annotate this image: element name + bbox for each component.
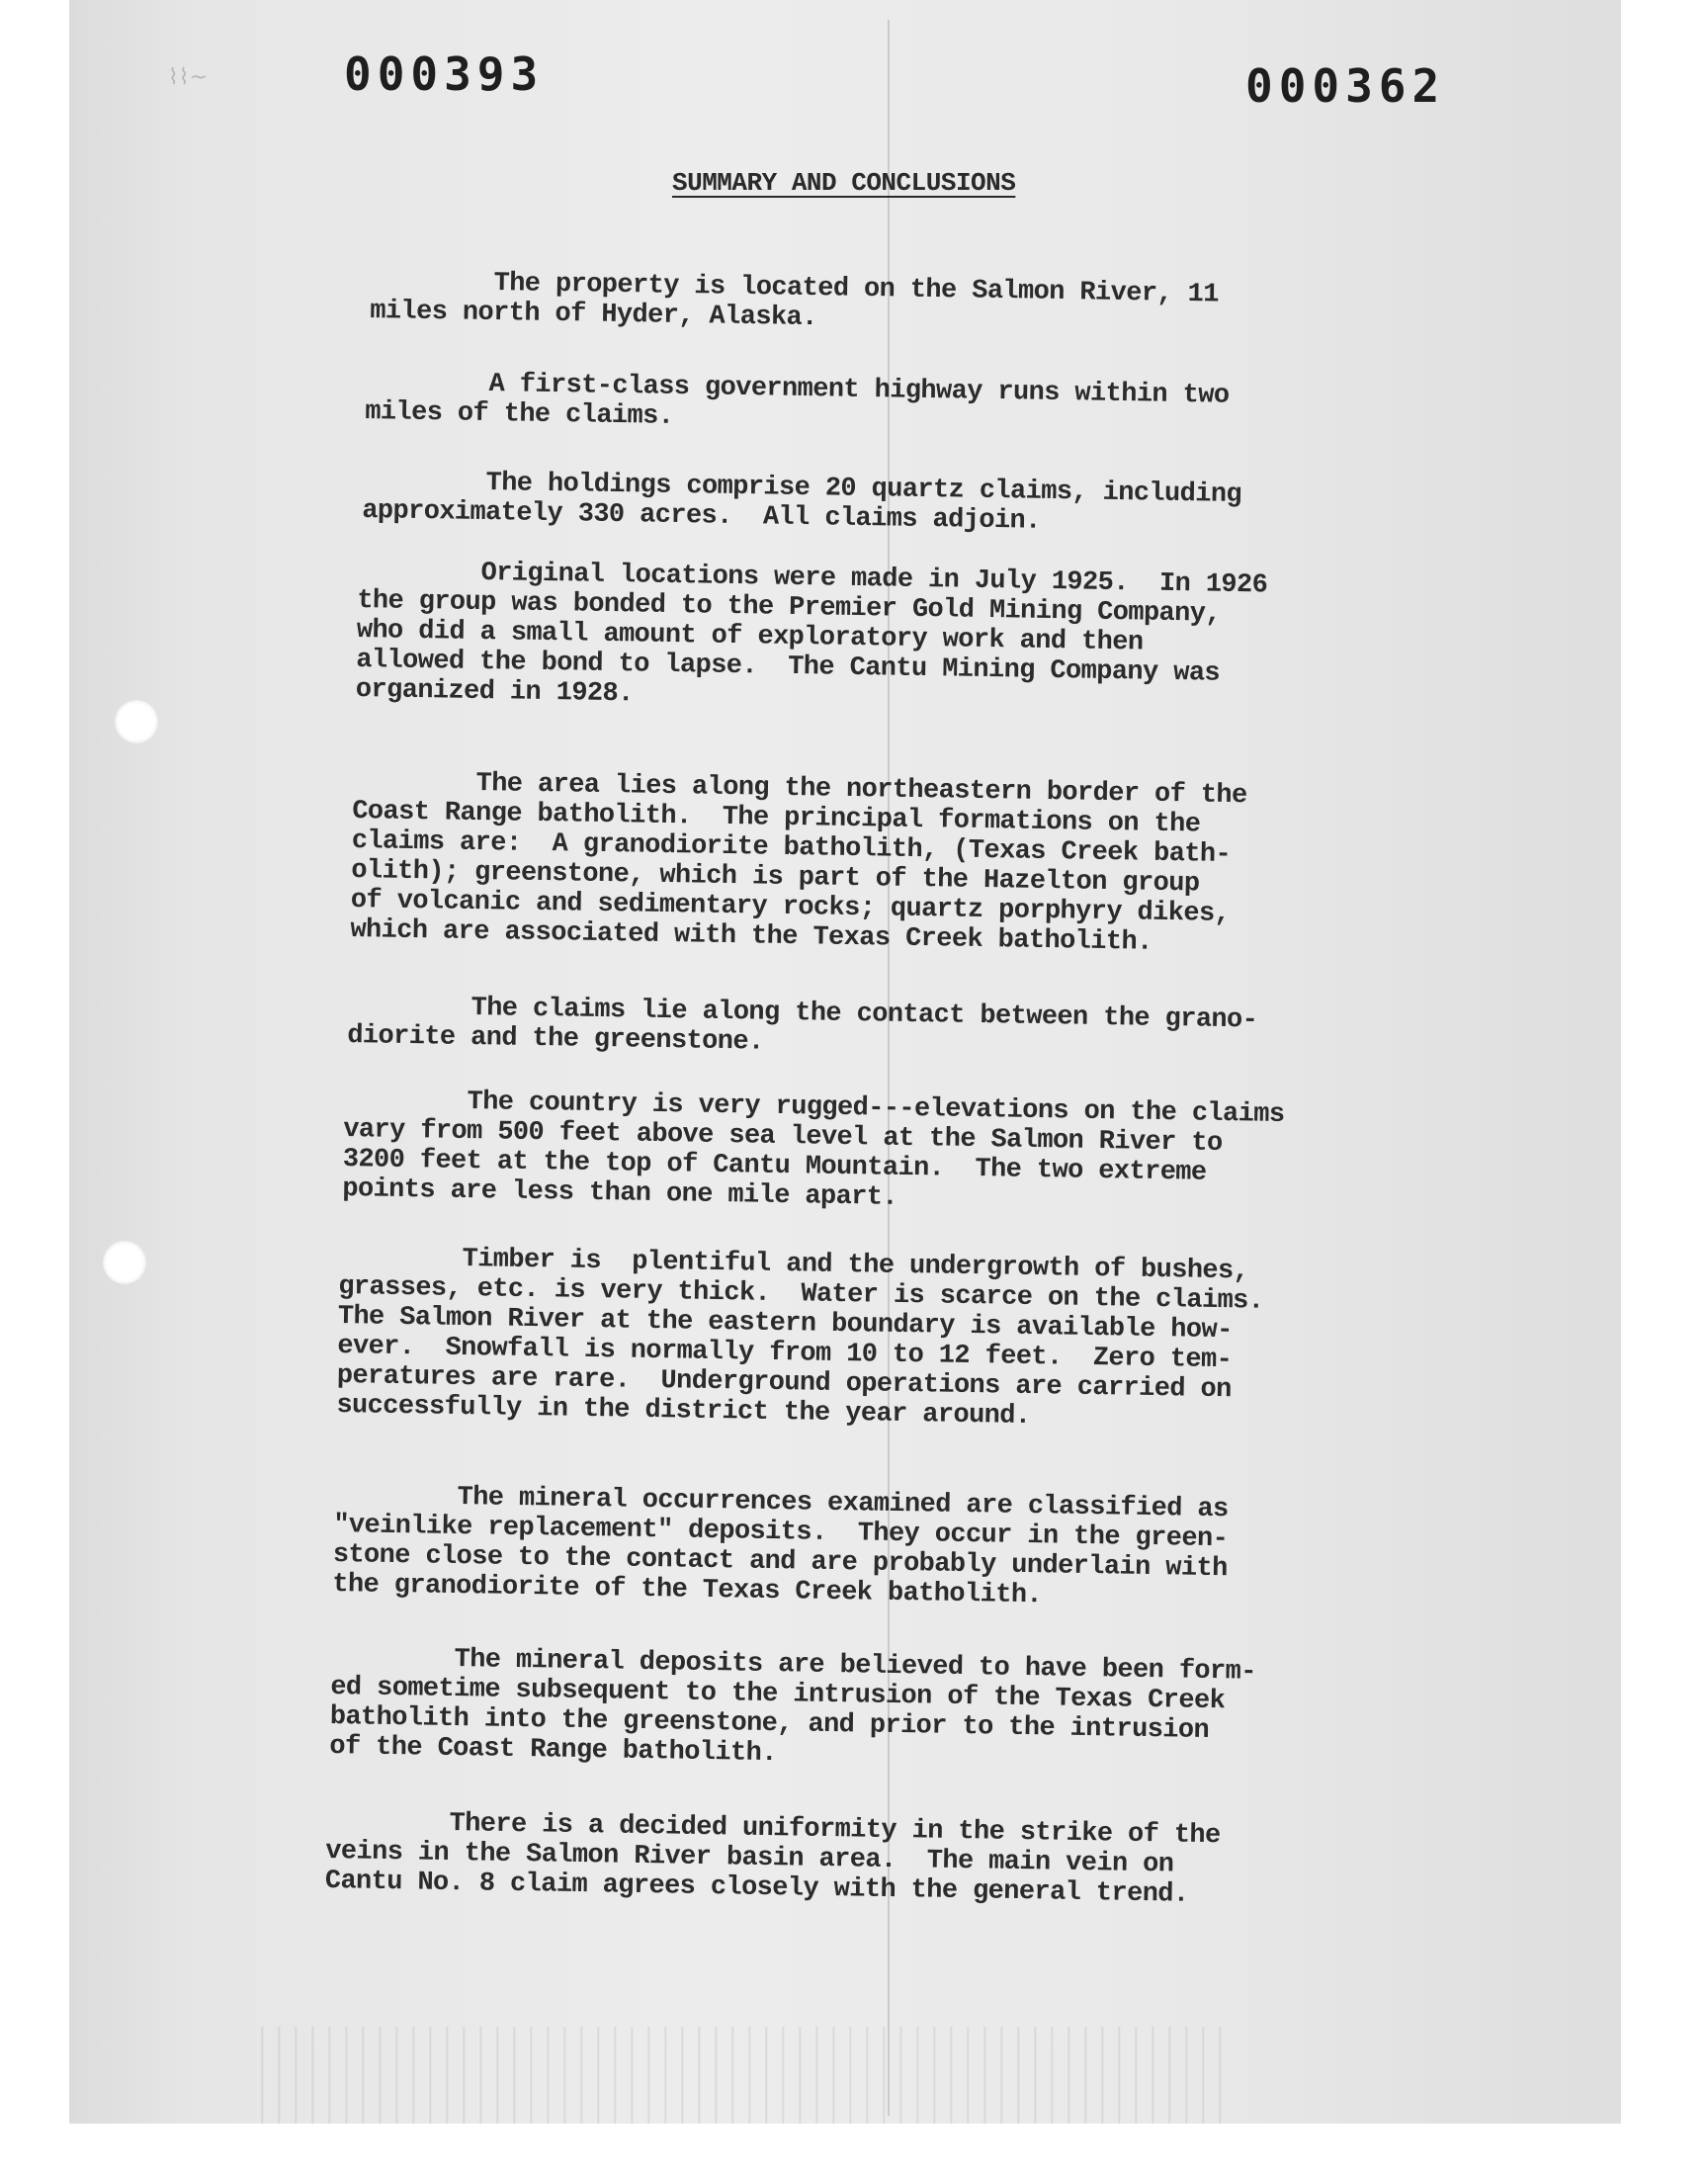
scanned-page: [69, 0, 1621, 2124]
document-heading: SUMMARY AND CONCLUSIONS: [672, 168, 1016, 198]
paragraph-history: Original locations were made in July 1925. In 1926 the group was bonded to the Premier Gold Mining Company, who did a small amount of exploratory work and then allowed the bond to lapse. The Cantu Mining Company was organized in 1928.: [355, 557, 1268, 710]
paragraph-vein-strike: There is a decided uniformity in the strike of the veins in the Salmon River basin area. The main vein on Cantu No. 8 claim agrees closely with the general trend.: [324, 1807, 1221, 1910]
punch-hole-bottom: [103, 1241, 146, 1284]
paragraph-geology: The area lies along the northeastern border of the Coast Range batholith. The principal formations on the claims are: A granodiorite batholith, (Texas Creek bath- olith); greenstone, which is part of the Hazelton group of volcanic and sedimentary rocks; quartz porphyry dikes, which are associated with the Texas Creek batholith.: [350, 767, 1247, 958]
paragraph-location: The property is located on the Salmon River, 11 miles north of Hyder, Alaska.: [370, 267, 1220, 334]
paragraph-occurrences: The mineral occurrences examined are classified as "veinlike replacement" deposits. They occur in the green- stone close to the contact and are probably underlain with the granodiorite of the Texas Creek batholith.: [332, 1481, 1229, 1611]
paragraph-contact: The claims lie along the contact between the grano- diorite and the greenstone.: [347, 992, 1258, 1058]
scan-smear: [247, 2027, 1236, 2124]
punch-hole-top: [115, 700, 158, 743]
paragraph-climate: Timber is plentiful and the undergrowth of bushes, grasses, etc. is very thick. Water is scarce on the claims. The Salmon River at the eastern boundary is available how- ever. Snowfall is normally from 10 to 12 feet. Zero tem- peratures are rare. Underground operations are carried on successfully in the district the year around.: [336, 1243, 1264, 1433]
paragraph-holdings: The holdings comprise 20 quartz claims, including approximately 330 acres. All claims adjoin.: [362, 467, 1242, 537]
paragraph-deposits-age: The mineral deposits are believed to have been form- ed sometime subsequent to the intrusion of the Texas Creek batholith into the greenstone, and prior to the intrusion of the Coast Range batholith.: [329, 1643, 1257, 1770]
paragraph-terrain: The country is very rugged---elevations on the claims vary from 500 feet above sea level at the Salmon River to 3200 feet at the top of Cantu Mountain. The two extreme points are less than one mile apart.: [342, 1086, 1285, 1213]
page-stamp-right: 000362: [1245, 59, 1446, 113]
corner-smudge: ⌇⌇~: [168, 65, 208, 90]
paragraph-highway: A first-class government highway runs within two miles of the claims.: [365, 368, 1230, 432]
page-stamp-left: 000393: [344, 47, 545, 101]
